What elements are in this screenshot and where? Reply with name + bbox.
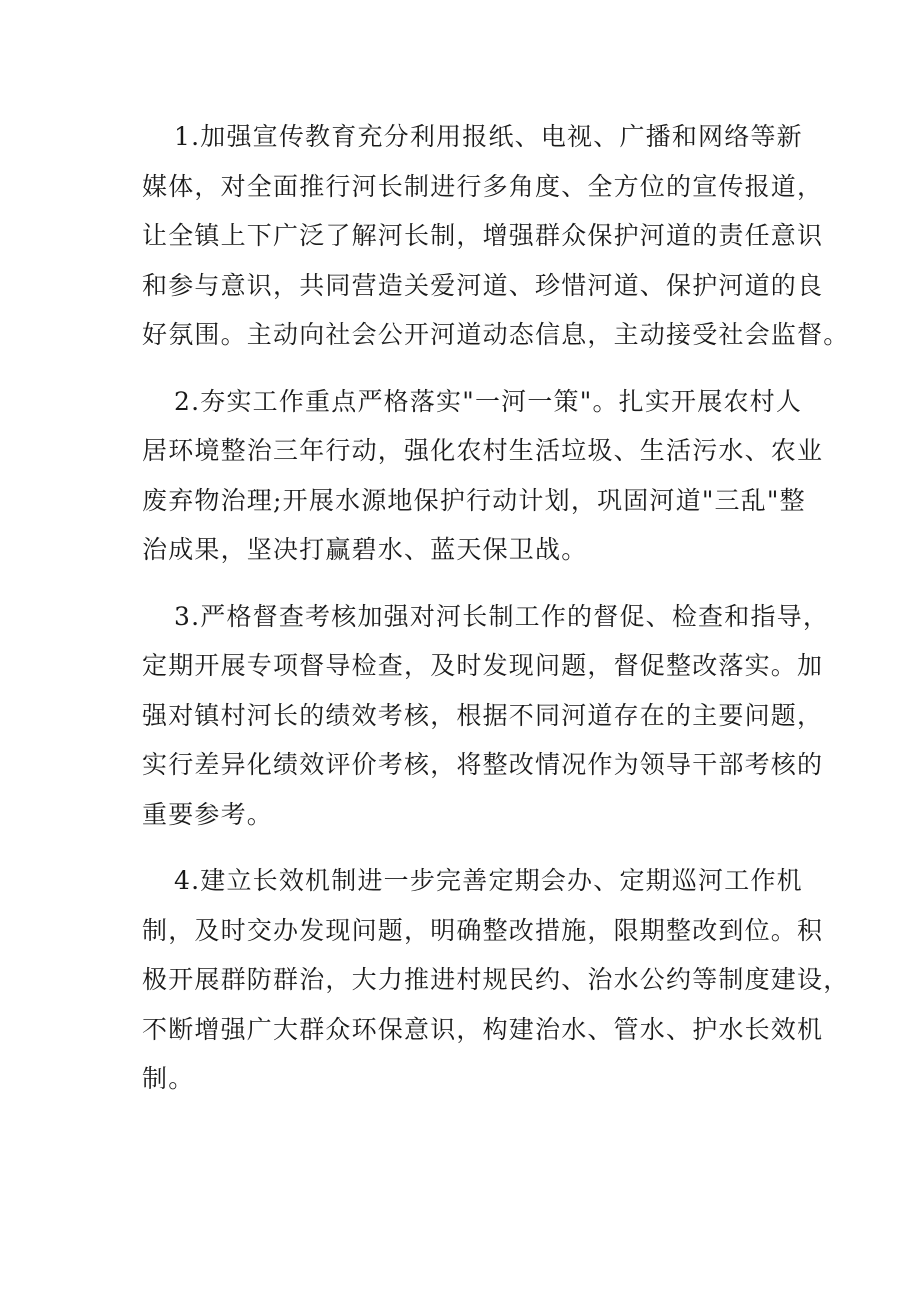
paragraph-2 — [142, 377, 824, 575]
paragraph-line: 制，及时交办发现问题，明确整改措施，限期整改到位。积 — [142, 915, 824, 945]
paragraph-line: 和参与意识，共同营造关爱河道、珍惜河道、保护河道的良 — [142, 270, 824, 300]
paragraph-line: 定期开展专项督导检查，及时发现问题，督促整改落实。加 — [142, 651, 824, 680]
paragraph-3 — [142, 592, 830, 840]
paragraph-4 — [142, 856, 850, 1104]
paragraph-line: 治成果，坚决打赢碧水、蓝天保卫战。 — [142, 535, 588, 564]
paragraph-line: 实行差异化绩效评价考核，将整改情况作为领导干部考核的 — [142, 750, 824, 779]
paragraph-line: 强对镇村河长的绩效考核，根据不同河道存在的主要问题， — [142, 700, 824, 730]
paragraph-line: 居环境整治三年行动，强化农村生活垃圾、生活污水、农业 — [142, 436, 824, 465]
paragraph-line: 2.夯实工作重点严格落实"一河一策"。扎实开展农村人 — [174, 386, 803, 416]
document-body — [142, 112, 850, 1121]
paragraph-1 — [142, 112, 850, 360]
paragraph-line: 让全镇上下广泛了解河长制，增强群众保护河道的责任意识 — [142, 221, 824, 250]
paragraph-line: 废弃物治理;开展水源地保护行动计划，巩固河道"三乱"整 — [142, 485, 806, 515]
paragraph-line: 3.严格督查考核加强对河长制工作的督促、检查和指导， — [174, 601, 830, 631]
paragraph-line: 不断增强广大群众环保意识，构建治水、管水、护水长效机 — [142, 1014, 824, 1044]
paragraph-line: 重要参考。 — [142, 799, 274, 829]
paragraph-line: 媒体，对全面推行河长制进行多角度、全方位的宣传报道， — [142, 171, 824, 201]
paragraph-line: 制。 — [142, 1064, 195, 1093]
paragraph-line: 1.加强宣传教育充分利用报纸、电视、广播和网络等新 — [174, 122, 803, 151]
paragraph-line: 好氛围。主动向社会公开河道动态信息，主动接受社会监督。 — [142, 320, 850, 349]
paragraph-line: 极开展群防群治，大力推进村规民约、治水公约等制度建设， — [142, 965, 850, 994]
paragraph-line: 4.建立长效机制进一步完善定期会办、定期巡河工作机 — [174, 866, 803, 895]
